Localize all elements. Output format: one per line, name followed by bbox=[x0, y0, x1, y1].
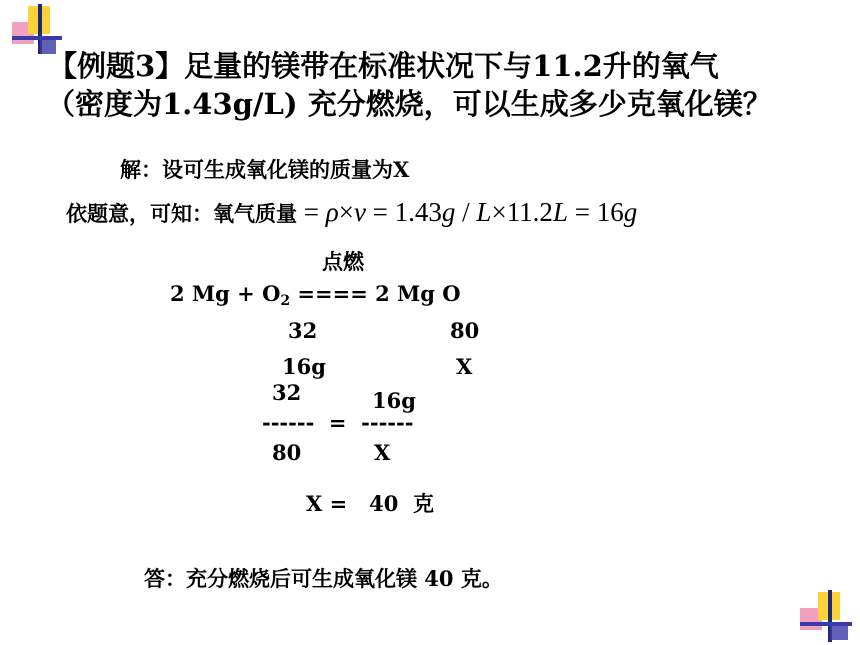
solution-label: 解：设可生成氧化镁的质量为X bbox=[120, 157, 410, 182]
given-mass-left: 16g bbox=[282, 354, 326, 379]
reaction-condition: 点燃 bbox=[322, 249, 364, 274]
corner-decoration-top-left bbox=[4, 4, 64, 54]
corner-decoration-bottom-right bbox=[796, 590, 856, 642]
problem-title-line1: 【例题3】足量的镁带在标准状况下与11.2升的氧气 bbox=[48, 49, 719, 83]
proportion-bar: ------ = ------ bbox=[262, 410, 414, 435]
mass-ratio-left: 32 bbox=[288, 318, 318, 343]
chemical-equation: 2 $Mg + O_2$ ==== 2 Mg O bbox=[170, 281, 461, 309]
answer-line: 答：充分燃烧后可生成氧化镁 40 克。 bbox=[144, 566, 503, 591]
oxygen-subscript: 2 bbox=[280, 293, 291, 309]
given-line bbox=[66, 197, 637, 228]
given-prefix: 依题意，可知：氧气质量 bbox=[66, 201, 297, 226]
proportion-numerator-right: 16g bbox=[372, 388, 416, 413]
given-formula: = ρ×ν = 1.43g / L×11.2L = 16g bbox=[303, 197, 638, 227]
problem-title-line2: （密度为1.43g/L) 充分燃烧，可以生成多少克氧化镁？ bbox=[46, 87, 772, 121]
proportion-denominator-right: X bbox=[374, 440, 391, 465]
mass-ratio-right: 80 bbox=[450, 318, 480, 343]
unknown-mass-right: X bbox=[456, 354, 473, 379]
proportion-numerator-left: 32 bbox=[272, 380, 302, 405]
proportion-denominator-left: 80 bbox=[272, 440, 302, 465]
result-line: X = 40 克 bbox=[306, 491, 434, 516]
